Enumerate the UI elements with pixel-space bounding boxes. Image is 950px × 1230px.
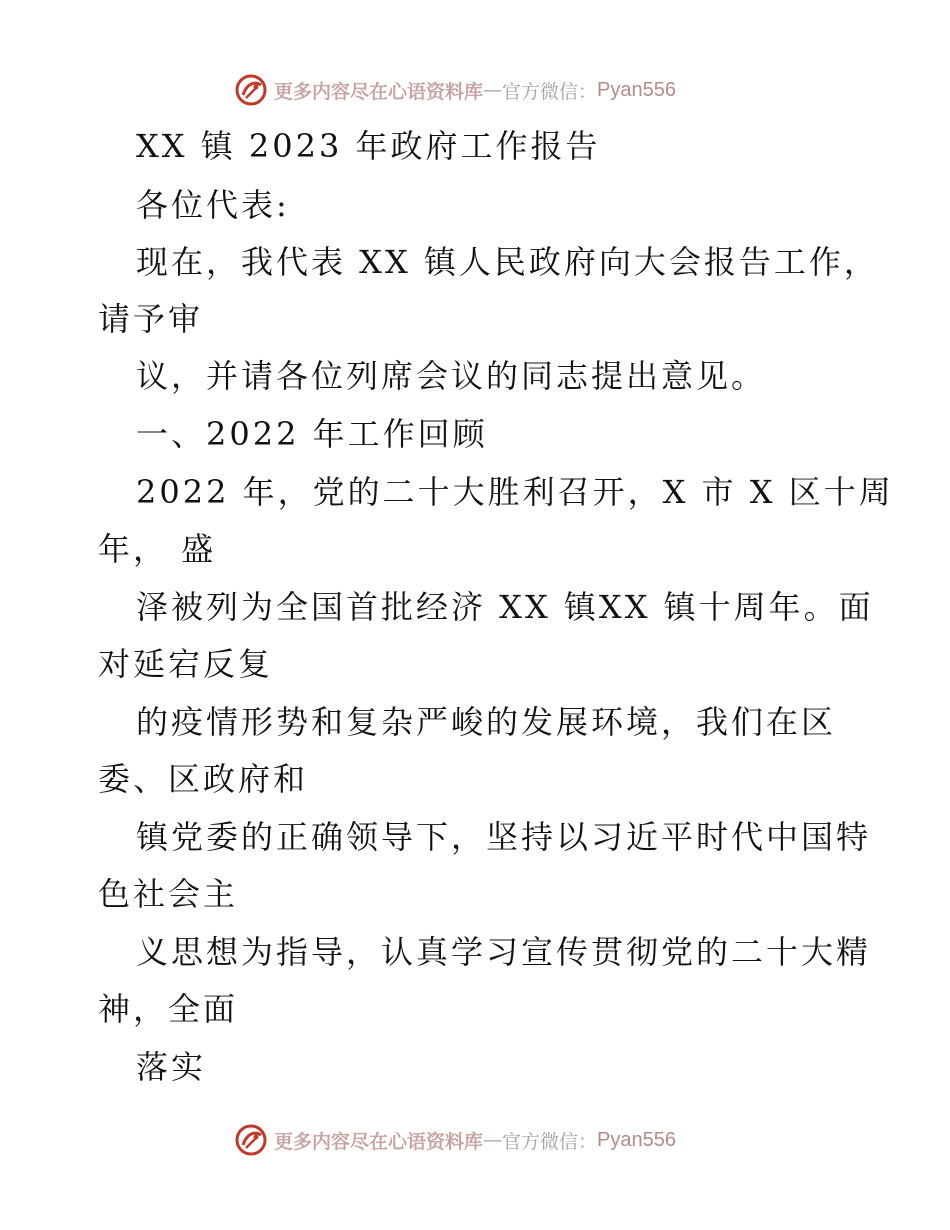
paragraph-line: 色社会主 bbox=[98, 875, 239, 913]
paragraph-line: 落实 bbox=[136, 1048, 207, 1086]
paragraph-line: 现在，我代表 XX 镇人民政府向大会报告工作， bbox=[136, 243, 879, 281]
watermark-separator: — bbox=[483, 79, 503, 101]
seal-logo-icon bbox=[234, 73, 268, 107]
paragraph-line: 委、区政府和 bbox=[98, 760, 309, 798]
paragraph-line: 2022 年，党的二十大胜利召开，X 市 X 区十周 bbox=[136, 473, 894, 511]
watermark-wechat-id: Pyan556 bbox=[597, 78, 676, 101]
paragraph-line: 义思想为指导，认真学习宣传贯彻党的二十大精 bbox=[136, 933, 872, 971]
watermark-wechat-id: Pyan556 bbox=[597, 1128, 676, 1151]
watermark-brand-text: 更多内容尽在心语资料库 bbox=[274, 80, 484, 103]
watermark-wechat-label: 官方微信： bbox=[502, 1130, 598, 1153]
paragraph-line: 对延宕反复 bbox=[98, 645, 274, 683]
watermark-header bbox=[234, 73, 676, 107]
watermark-brand-text: 更多内容尽在心语资料库 bbox=[274, 1130, 484, 1153]
paragraph-line: 的疫情形势和复杂严峻的发展环境，我们在区 bbox=[136, 703, 837, 741]
section-heading: 一、2022 年工作回顾 bbox=[136, 415, 488, 453]
paragraph-line: 议，并请各位列席会议的同志提出意见。 bbox=[136, 357, 767, 395]
salutation: 各位代表: bbox=[136, 186, 290, 224]
seal-logo-icon bbox=[234, 1123, 268, 1157]
document-title: XX 镇 2023 年政府工作报告 bbox=[136, 127, 601, 165]
watermark-wechat-label: 官方微信： bbox=[502, 80, 598, 103]
paragraph-line: 年， 盛 bbox=[98, 530, 217, 568]
paragraph-line: 泽被列为全国首批经济 XX 镇XX 镇十周年。面 bbox=[136, 588, 874, 626]
paragraph-line: 请予审 bbox=[98, 300, 204, 338]
watermark-footer bbox=[234, 1123, 676, 1157]
paragraph-line: 神，全面 bbox=[98, 990, 239, 1028]
watermark-separator: — bbox=[483, 1129, 503, 1151]
paragraph-line: 镇党委的正确领导下，坚持以习近平时代中国特 bbox=[136, 818, 872, 856]
